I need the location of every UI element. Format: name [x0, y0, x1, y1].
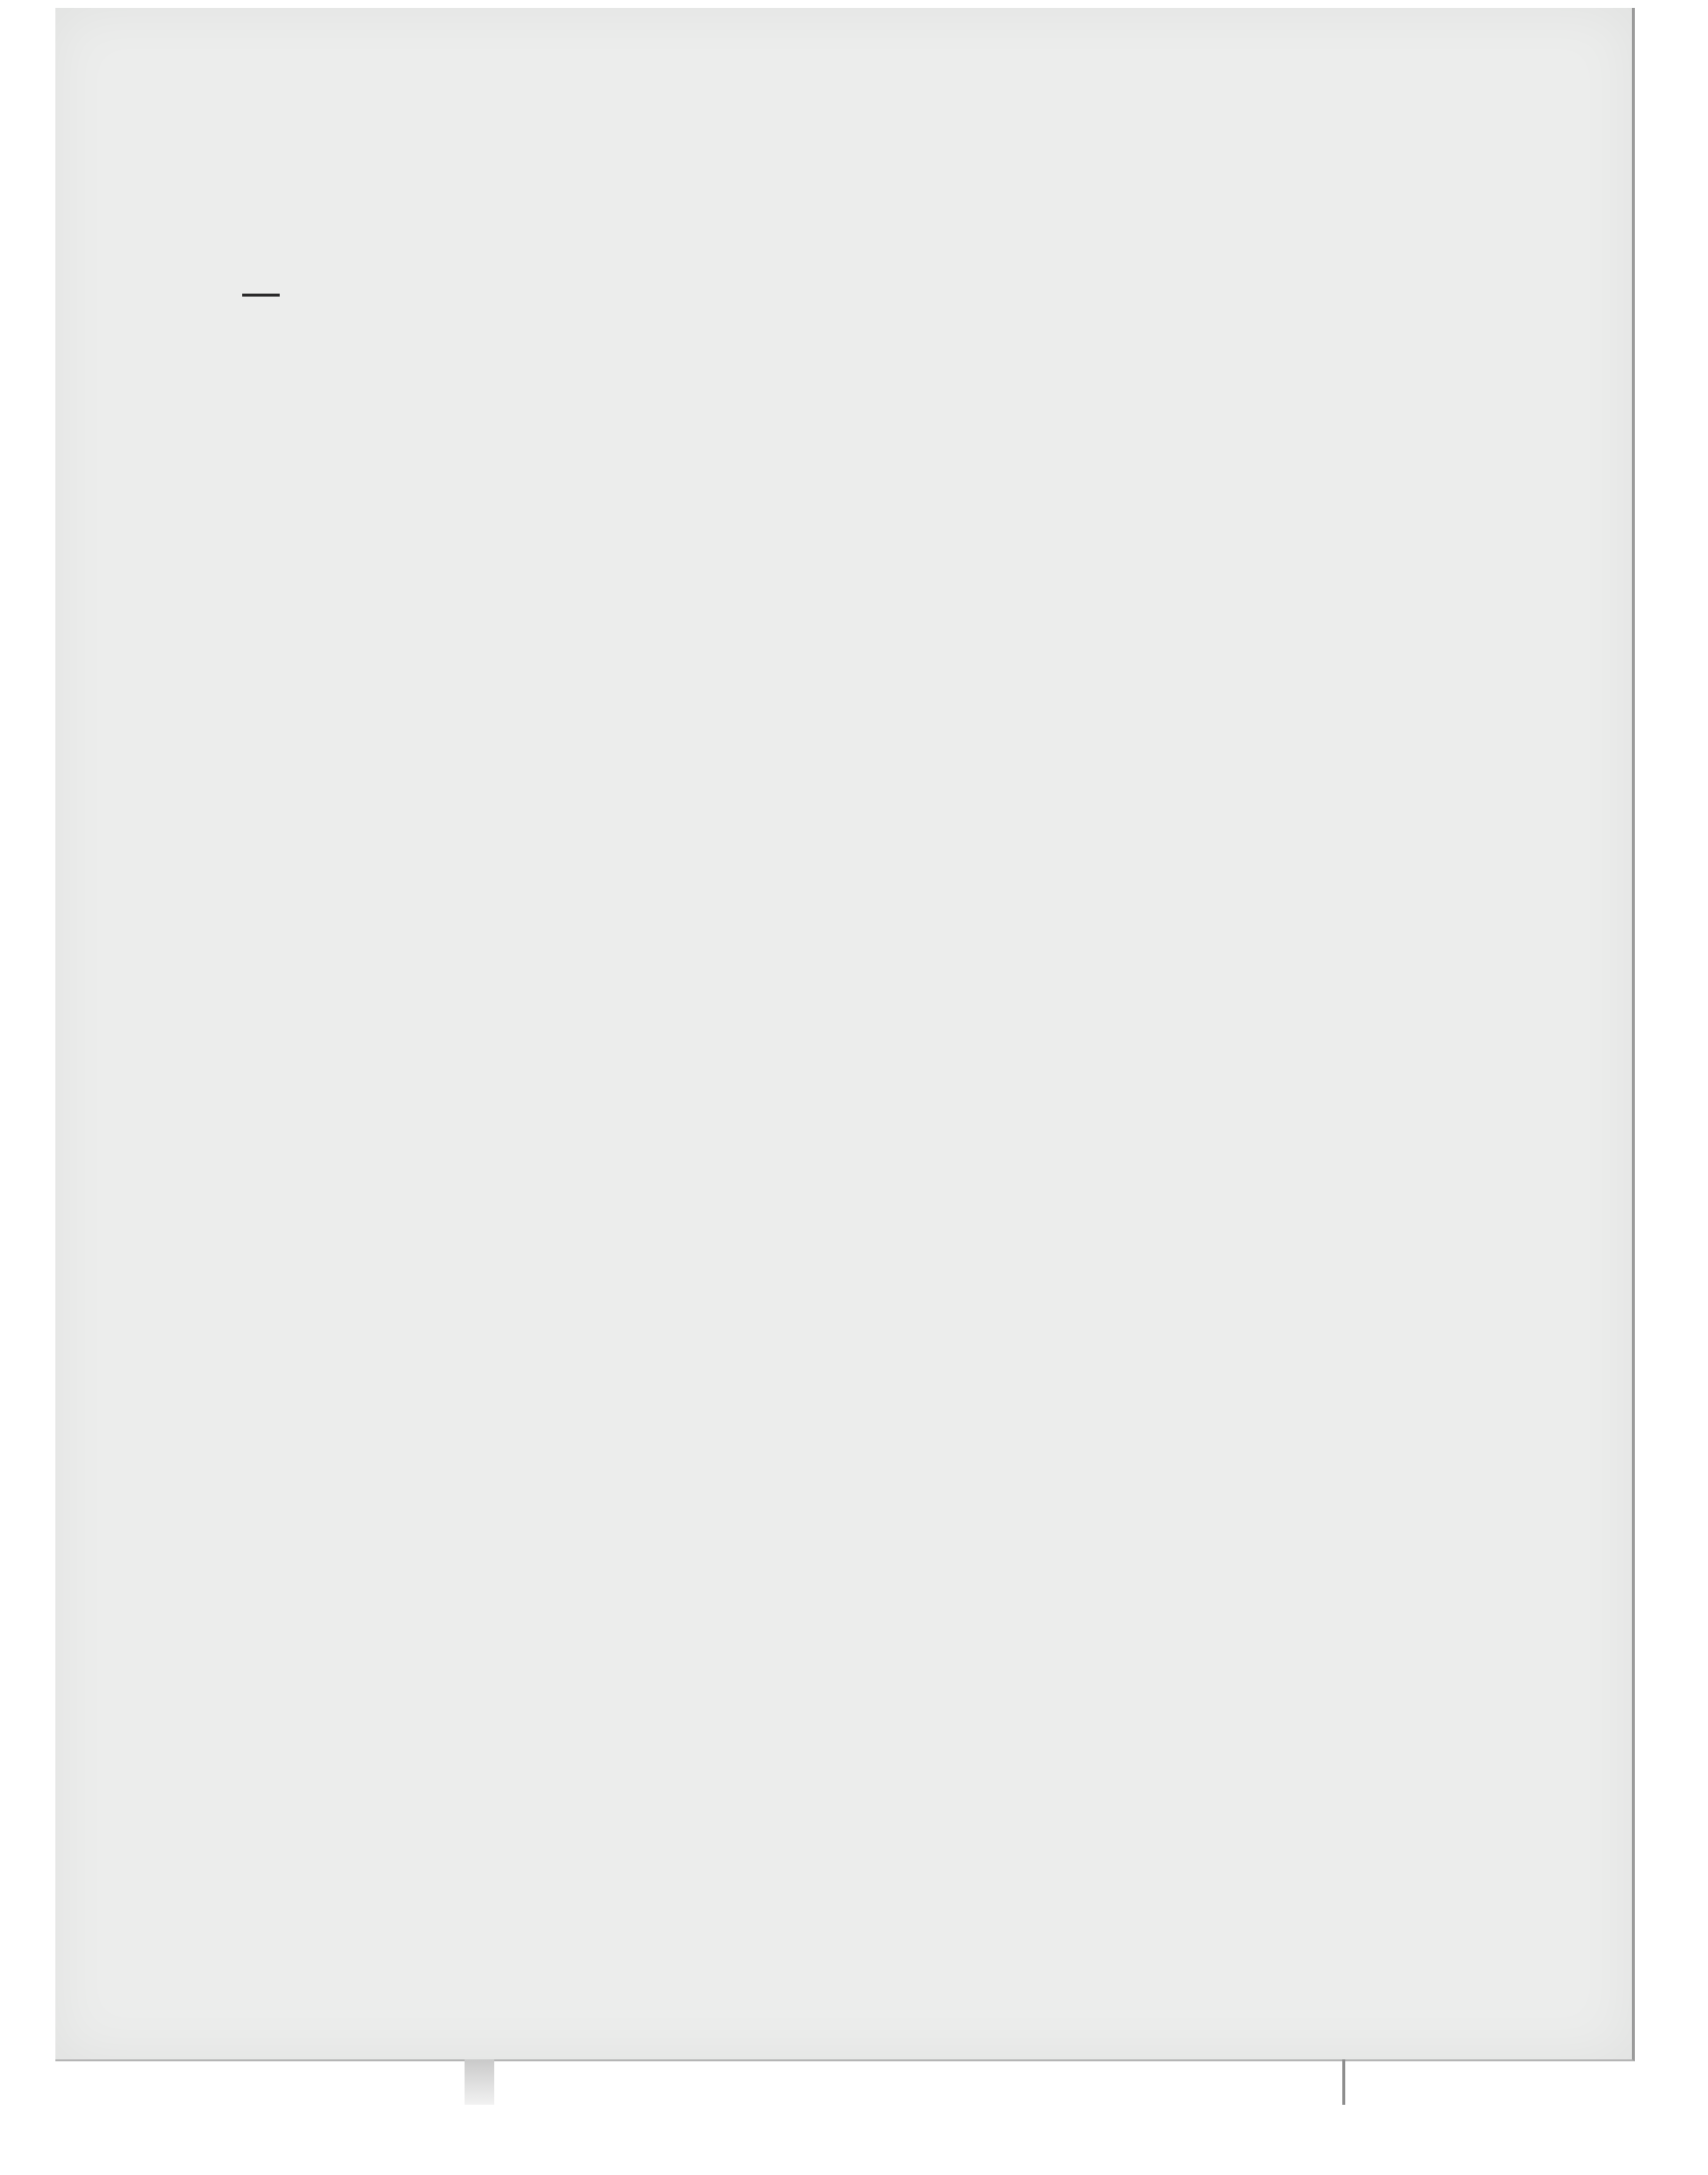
document-page	[55, 8, 1635, 2061]
scan-streak	[1342, 2059, 1345, 2105]
scan-streak	[465, 2059, 494, 2105]
subject-column-header	[242, 290, 280, 297]
